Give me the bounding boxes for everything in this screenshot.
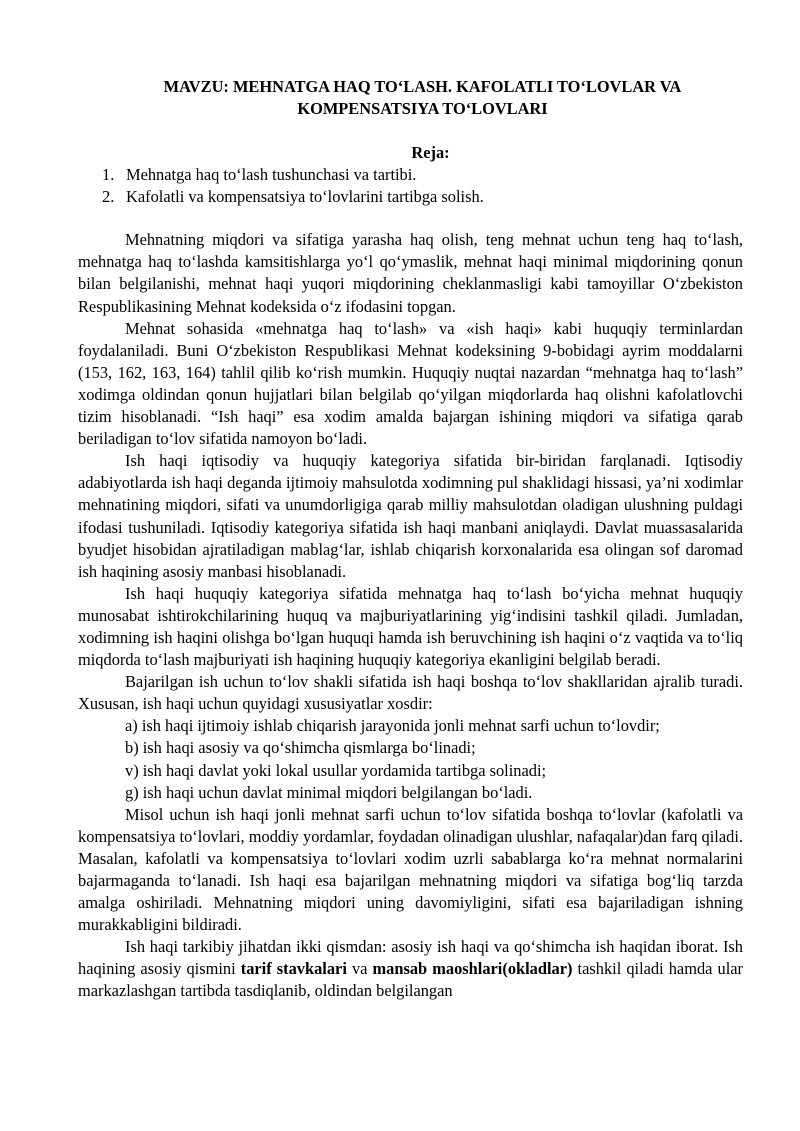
plan-item [78,164,743,186]
title-line-1: MAVZU: MEHNATGA HAQ TO‘LASH. KAFOLATLI TO‘LOVLAR VA [163,77,682,96]
plan-item [78,186,743,208]
paragraph-3: Ish haqi iqtisodiy va huquqiy kategoriya sifatida bir-biridan farqlanadi. Iqtisodiy adabiyotlarda ish haqi deganda ijtimoiy mahsulotda xodimning pul shaklidagi hissasi, ya’ni xodimlar mehnatining miqdori, sifati va unumdorligiga qarab milliy mahsulotdan oladigan ulushning puldagi ifodasi tushuniladi. Iqtisodiy kategoriya sifatida ish haqi manbani aniqlaydi. Davlat muassasalarida byudjet hisobidan ajratiladigan mablag‘lar, ishlab chiqarish korxonalarida esa olingan sof daromad ish haqining asosiy manbasi hisoblanadi. [78,451,743,581]
paragraph-1: Mehnatning miqdori va sifatiga yarasha haq olish, teng mehnat uchun teng haq to‘lash, mehnatga haq to‘lashda kamsitishlarga yo‘l qo‘ymaslik, mehnat haqi minimal miqdorining qonun bilan belgilanishi, mehnat haqi yuqori miqdorining cheklanmasligi kabi tamoyillar O‘zbekiston Respublikasining Mehnat kodeksida o‘z ifodasini topgan. [78,230,743,316]
paragraph-6: Misol uchun ish haqi jonli mehnat sarfi uchun to‘lov sifatida boshqa to‘lovlar (kafolatli va kompensatsiya to‘lovlari, moddiy yordamlar, foydadan olinadigan ulushlar, nafaqalar)dan farq qiladi. Masalan, kafolatli va kompensatsiya to‘lovlari xodim uzrli sabablarga ko‘ra mehnat normalarini bajarmaganda to‘lanadi. Ish haqi esa bajarilgan mehnatning miqdori va sifatiga bog‘liq tarzda amalga oshiriladi. Mehnatning miqdori uning davomiyligini, sifati esa bajariladigan ishning murakkabligini bildiradi. [78,804,743,935]
paragraph-7-start: Ish haqi tarkibiy jihatdan ikki qismdan: asosiy ish haqi va qo‘shimcha ish haqidan iborat. Ish haqining asosiy qismini [78,937,743,979]
feature-item-b: b) ish haqi asosiy va qo‘shimcha qismlarga bo‘linadi; [125,738,476,758]
bold-term-tariff-rates: tarif stavkalari [240,959,347,979]
document-title [78,76,743,120]
plan-heading: Reja: [411,143,450,162]
feature-item-g: g) ish haqi uchun davlat minimal miqdori belgilangan bo‘ladi. [125,782,533,802]
plan-item-text: Mehnatga haq to‘lash tushunchasi va tartibi. [126,165,417,185]
plan-item-number: 1. [102,165,115,185]
paragraph-7-mid: va [346,959,373,979]
plan-item-text: Kafolatli va kompensatsiya to‘lovlarini tartibga solish. [126,187,484,207]
document-page [78,76,743,1003]
paragraph-2: Mehnat sohasida «mehnatga haq to‘lash» va «ish haqi» kabi huquqiy terminlardan foydalaniladi. Buni O‘zbekiston Respublikasi Mehnat kodeksining 9-bobidagi ayrim moddalarni (153, 162, 163, 164) tahlil qilib ko‘rish mumkin. Huquqiy nuqtai nazardan “mehnatga haq to‘lash” xodimga oldindan qonun hujjatlari bilan belgilab qo‘yilgan miqdorlarda haq olishni kafolatlovchi tizim hisoblanadi. “Ish haqi” esa xodim amalda bajargan ishining miqdori va sifatiga qarab beriladigan to‘lov sifatida namoyon bo‘ladi. [78,318,743,449]
plan-item-number: 2. [102,187,115,207]
paragraph-7 [78,936,743,1002]
title-line-2: KOMPENSATSIYA TO‘LOVLARI [297,99,548,118]
bold-term-position-salaries: mansab maoshlari(okladlar) [372,959,573,979]
paragraph-5: Bajarilgan ish uchun to‘lov shakli sifatida ish haqi boshqa to‘lov shakllaridan ajralib turadi. Xususan, ish haqi uchun quyidagi xususiyatlar xosdir: [78,672,743,714]
feature-item-a: a) ish haqi ijtimoiy ishlab chiqarish jarayonida jonli mehnat sarfi uchun to‘lovdir; [125,716,660,736]
plan-list [78,164,743,208]
paragraph-4: Ish haqi huquqiy kategoriya sifatida mehnatga haq to‘lash bo‘yicha mehnat huquqiy munosabat ishtirokchilarining huquq va majburiyatlarining yig‘indisini tashkil qiladi. Jumladan, xodimning ish haqini olishga bo‘lgan huquqi hamda ish beruvchining ish haqini o‘z vaqtida va to‘liq miqdorda to‘lash majburiyati ish haqining huquqiy kategoriya ekanligini belgilab beradi. [78,583,743,670]
feature-item-v: v) ish haqi davlat yoki lokal usullar yordamida tartibga solinadi; [125,760,547,780]
paragraph-7-end: tashkil qiladi hamda ular markazlashgan tartibda tasdiqlanib, oldindan belgilangan [78,959,743,1001]
spacer [78,208,743,229]
